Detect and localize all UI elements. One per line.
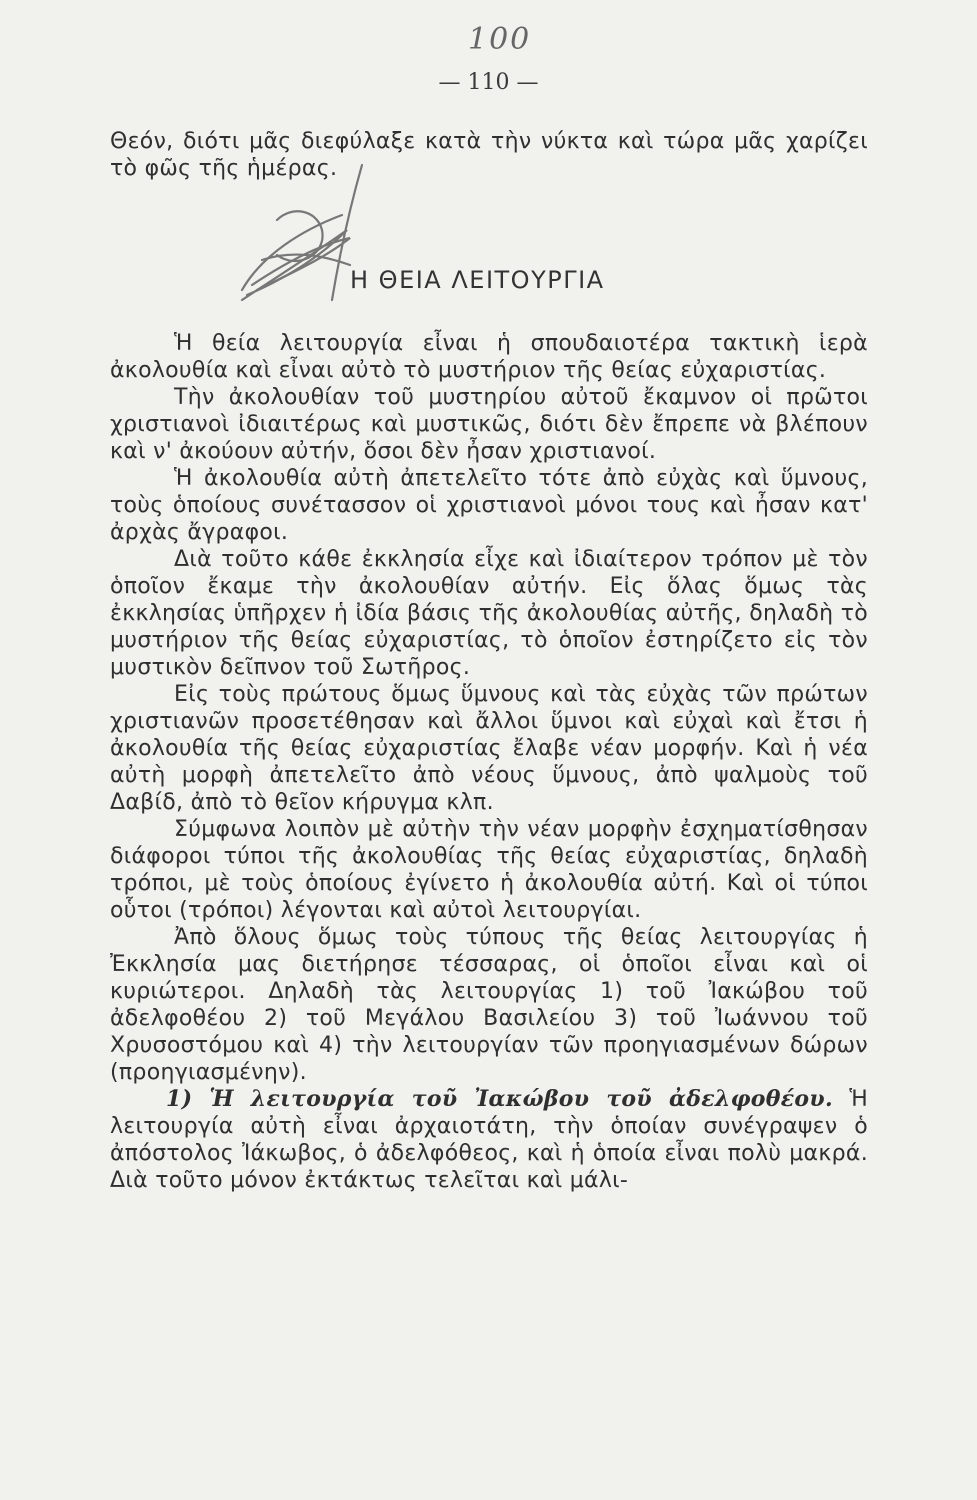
- paragraph: Ἡ ἀκολουθία αὐτὴ ἀπετελεῖτο τότε ἀπὸ εὐχὰς καὶ ὕμνους, τοὺς ὁποίους συνέτασσον οἱ χριστιανοὶ μόνοι τους καὶ ἦσαν κατ' ἀρχὰς ἄγραφοι.: [110, 466, 868, 545]
- intro-text: Θεόν, διότι μᾶς διεφύλαξε κατὰ τὴν νύκτα καὶ τώρα μᾶς χαρίζει τὸ φῶς τῆς ἡμέρας.: [110, 129, 868, 181]
- liturgy-text: Ἡ λειτουργία αὐτὴ εἶναι ἀρχαιοτάτη, τὴν ὁποίαν συνέγραψεν ὁ ἀπόστολος Ἰάκωβος, ὁ ἀδελφόθεος, καὶ ἡ ὁποία εἶναι πολὺ μακρά. Διὰ τοῦτο μόνον ἐκτάκτως τελεῖται καὶ μάλι-: [110, 1087, 868, 1193]
- paragraph: Ἀπὸ ὅλους ὅμως τοὺς τύπους τῆς θείας λειτουργίας ἡ Ἐκκλησία μας διετήρησε τέσσαρας, οἱ ὁποῖοι εἶναι καὶ οἱ κυριώτεροι. Δηλαδὴ τὰς λειτουργίας 1) τοῦ Ἰακώβου τοῦ ἀδελφοθέου 2) τοῦ Μεγάλου Βασιλείου 3) τοῦ Ἰωάννου τοῦ Χρυσοστόμου καὶ 4) τὴν λειτουργίαν τῶν προηγιασμένων δώρων (προηγιασμένην).: [110, 925, 868, 1085]
- handwritten-page-note: 100: [468, 22, 532, 57]
- paragraph: Τὴν ἀκολουθίαν τοῦ μυστηρίου αὐτοῦ ἔκαμνον οἱ πρῶτοι χριστιανοὶ ἰδιαιτέρως καὶ μυστικῶς, διότι δὲν ἔπρεπε νὰ βλέπουν καὶ ν' ἀκούουν αὐτήν, ὅσοι δὲν ἦσαν χριστιανοί.: [110, 385, 868, 464]
- paragraph-liturgy-of-james: [110, 1086, 868, 1194]
- paragraph: Σύμφωνα λοιπὸν μὲ αὐτὴν τὴν νέαν μορφὴν ἐσχηματίσθησαν διάφοροι τύποι τῆς ἀκολουθίας τῆς θείας εὐχαριστίας, δηλαδὴ τρόποι, μὲ τοὺς ὁποίους ἐγίνετο ἡ ἀκολουθία αὐτή. Καὶ οἱ τύποι οὗτοι (τρόποι) λέγονται καὶ αὐτοὶ λειτουργίαι.: [110, 817, 868, 923]
- paragraph: Ἡ θεία λειτουργία εἶναι ἡ σπουδαιοτέρα τακτικὴ ἱερὰ ἀκολουθία καὶ εἶναι αὐτὸ τὸ μυστήριον τῆς θείας εὐχαριστίας.: [110, 331, 868, 383]
- body-text: [110, 330, 868, 1194]
- liturgy-label: 1) Ἡ λειτουργία τοῦ Ἰακώβου τοῦ ἀδελφοθέου.: [166, 1086, 833, 1112]
- paragraph: Εἰς τοὺς πρώτους ὅμως ὕμνους καὶ τὰς εὐχὰς τῶν πρώτων χριστιανῶν προσετέθησαν καὶ ἄλλοι ὕμνοι καὶ εὐχαὶ καὶ ἔτσι ἡ ἀκολουθία τῆς θείας εὐχαριστίας ἔλαβε νέαν μορφήν. Καὶ ἡ νέα αὐτὴ μορφὴ ἀπετελεῖτο ἀπὸ νέους ὕμνους, ἀπὸ ψαλμοὺς τοῦ Δαβίδ, ἀπὸ τὸ θεῖον κήρυγμα κλπ.: [110, 682, 868, 815]
- section-heading: Η ΘΕΙΑ ΛΕΙΤΟΥΡΓΙΑ: [350, 266, 605, 294]
- page-number: — 110 —: [438, 70, 539, 95]
- paragraph: Διὰ τοῦτο κάθε ἐκκλησία εἶχε καὶ ἰδιαίτερον τρόπον μὲ τὸν ὁποῖον ἔκαμε τὴν ἀκολουθίαν αὐτήν. Εἰς ὅλας ὅμως τὰς ἐκκλησίας ὑπῆρχεν ἡ ἰδία βάσις τῆς ἀκολουθίας αὐτῆς, δηλαδὴ τὸ μυστήριον τῆς θείας εὐχαριστίας, τὸ ὁποῖον ἐστηρίζετο εἰς τὸν μυστικὸν δεῖπνον τοῦ Σωτῆρος.: [110, 547, 868, 680]
